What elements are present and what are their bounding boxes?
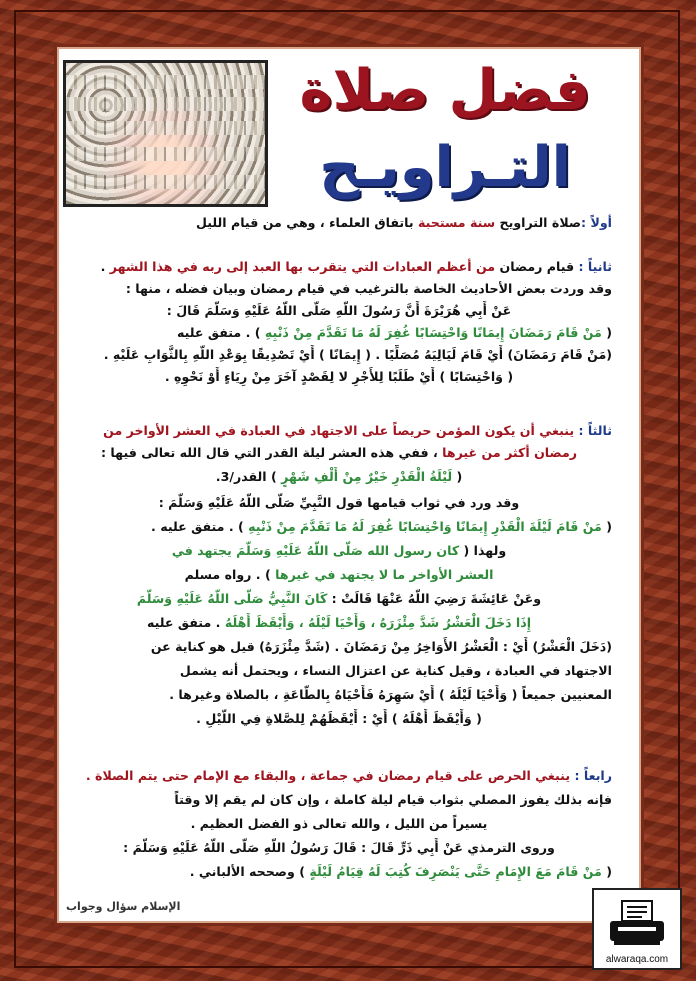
text: صلاة التراويح	[495, 215, 582, 230]
text: وعَنْ عَائِشَةَ رَضِيَ اللَّهُ عَنْهَا قَالَتْ :	[327, 591, 542, 606]
highlight: ينبغي أن يكون المؤمن حريصاً على الاجتهاد في العبادة في العشر الأواخر من	[103, 423, 579, 438]
section-third-line-9	[66, 613, 612, 633]
text: .	[100, 259, 110, 274]
text: ) . متفق عليه	[176, 325, 265, 340]
section-second-line-5: (مَنْ قَامَ رَمَضَانَ) أَيْ قَامَ لَيَالِيَهُ مُصَلِّيًا . ( إِيمَانًا ) أَيْ تَصْدِيقًا بِوَعْدِ اللَّهِ بِالثَّوَابِ عَلَيْهِ .	[103, 347, 612, 362]
text: ) . رواه مسلم	[184, 567, 276, 582]
section-first	[66, 213, 612, 233]
section-label: رابعاً :	[574, 768, 612, 783]
section-fourth-line-1	[66, 766, 612, 786]
quran: لَيْلَةُ الْقَدْرِ خَيْرٌ مِنْ أَلْفِ شَهْرٍ	[281, 469, 453, 484]
section-third-line-6	[66, 541, 612, 561]
text: (	[452, 469, 463, 484]
text: قيام رمضان	[495, 259, 579, 274]
section-third-line-1	[66, 421, 612, 441]
printer-icon	[608, 900, 666, 946]
text: ولهذا (	[459, 543, 507, 558]
text: ) . متفق عليه .	[151, 519, 249, 534]
text: . متفق عليه	[146, 615, 225, 630]
hadith: مَنْ قَامَ مَعَ الإِمَامِ حَتَّى يَنْصَرِفَ كُتِبَ لَهُ قِيَامُ لَيْلَةٍ	[309, 864, 602, 879]
text: (	[601, 519, 612, 534]
section-third-line-5	[66, 517, 612, 537]
text: ) وصححه الألباني .	[189, 864, 310, 879]
hadith: العشر الأواخر ما لا يجتهد في غيرها	[275, 567, 494, 582]
section-third-line-8	[66, 589, 612, 609]
section-label: أولاً :	[581, 215, 612, 230]
source-credit: الإسلام سؤال وجواب	[66, 900, 181, 913]
section-third-line-12: المعنيين جميعاً ( وَأَحْيَا لَيْلَهُ ) أَيْ سَهِرَهُ فَأَحْيَاهُ بِالطَّاعَةِ ، بالصلاة وغيرها .	[169, 687, 612, 702]
section-third-line-2	[66, 443, 612, 463]
text: (	[601, 864, 612, 879]
logo-text: alwaraqa.com	[605, 954, 669, 965]
section-fourth-line-4: وروى الترمذي عَنْ أَبِي ذَرٍّ قَالَ : قَالَ رَسُولُ اللَّهِ صَلَّى اللَّهُ عَلَيْهِ وَسَلَّمَ :	[123, 840, 555, 855]
text: ) القدر/3.	[215, 469, 282, 484]
hadith: إِذَا دَخَلَ الْعَشْرُ شَدَّ مِئْزَرَهُ ، وَأَحْيَا لَيْلَهُ ، وَأَيْقَظَ أَهْلَهُ	[224, 615, 532, 630]
section-third-line-10: (دَخَلَ الْعَشْرُ) أَيْ : الْعَشْرُ الأَوَاخِرُ مِنْ رَمَضَانَ . (شَدَّ مِئْزَرَهُ) قيل هو كناية عن	[150, 639, 612, 654]
hadith: كان رسول الله صَلَّى اللَّهُ عَلَيْهِ وَسَلَّمَ يجتهد في	[171, 543, 460, 558]
section-fourth-line-3: يسيراً من الليل ، والله تعالى ذو الفضل العظيم .	[190, 816, 488, 831]
highlight: ينبغي الحرص على قيام رمضان في جماعة ، والبقاء مع الإمام حتى يتم الصلاة .	[85, 768, 575, 783]
highlight: من أعظم العبادات التي يتقرب بها العبد إلى ربه في هذا الشهر	[109, 259, 496, 274]
section-third-line-11: الاجتهاد في العبادة ، وقيل كناية عن اعتزال النساء ، ويحتمل أنه يشمل	[179, 663, 612, 678]
section-second-line-4	[66, 323, 612, 343]
section-second-line-1	[66, 257, 612, 277]
section-third-line-13: ( وَأَيْقَظَ أَهْلَهُ ) أَيْ : أَيْقَظَهُمْ لِلصَّلاةِ فِي اللَّيْلِ .	[196, 711, 482, 726]
site-logo[interactable]	[592, 888, 682, 970]
section-third-line-4: وقد ورد في ثواب قيامها قول النَّبِيِّ صَلَّى اللَّهُ عَلَيْهِ وَسَلَّمَ :	[158, 495, 520, 510]
hadith: مَنْ قَامَ رَمَضَانَ إِيمَانًا وَاحْتِسَابًا غُفِرَ لَهُ مَا تَقَدَّمَ مِنْ ذَنْبِهِ	[264, 325, 602, 340]
title-line-2: التـراويـح	[319, 135, 571, 200]
hadith: مَنْ قَامَ لَيْلَةَ الْقَدْرِ إِيمَانًا وَاحْتِسَابًا غُفِرَ لَهُ مَا تَقَدَّمَ مِنْ ذَنْبِهِ	[248, 519, 602, 534]
section-third-line-3	[66, 467, 612, 487]
prayer-photo	[63, 60, 268, 207]
highlight: رمضان أكثر من غيرها	[442, 445, 577, 460]
section-third-line-7	[66, 565, 612, 585]
title-line-1: فضل صلاة	[299, 58, 591, 123]
section-second-line-6: ( وَاحْتِسَابًا ) أَيْ طَلَبًا لِلأَجْرِ لا لِقَصْدٍ آخَرَ مِنْ رِيَاءٍ أَوْ نَحْوِهِ .	[164, 369, 514, 384]
section-second-line-2: وقد وردت بعض الأحاديث الخاصة بالترغيب في قيام رمضان وبيان فضله ، منها :	[125, 281, 612, 296]
highlight: سنة مستحبة	[417, 215, 496, 230]
text: باتفاق العلماء ، وهي من قيام الليل	[196, 215, 418, 230]
text: ، ففي هذه العشر ليلة القدر التي قال الله تعالى فيها :	[100, 445, 443, 460]
section-fourth-line-2: فإنه بذلك يفوز المصلي بثواب قيام ليلة كاملة ، وإن كان لم يقم إلا وقتاً	[174, 792, 612, 807]
section-fourth-line-5	[66, 862, 612, 882]
section-label: ثالثاً :	[578, 423, 612, 438]
section-label: ثانياً :	[578, 259, 612, 274]
text: (	[601, 325, 612, 340]
hadith: كَانَ النَّبِيُّ صَلَّى اللَّهُ عَلَيْهِ وَسَلَّمَ	[136, 591, 328, 606]
section-second-line-3: عَنْ أَبِي هُرَيْرَةَ أَنَّ رَسُولَ اللَّهِ صَلَّى اللَّهُ عَلَيْهِ وَسَلَّمَ قَالَ :	[166, 303, 512, 318]
